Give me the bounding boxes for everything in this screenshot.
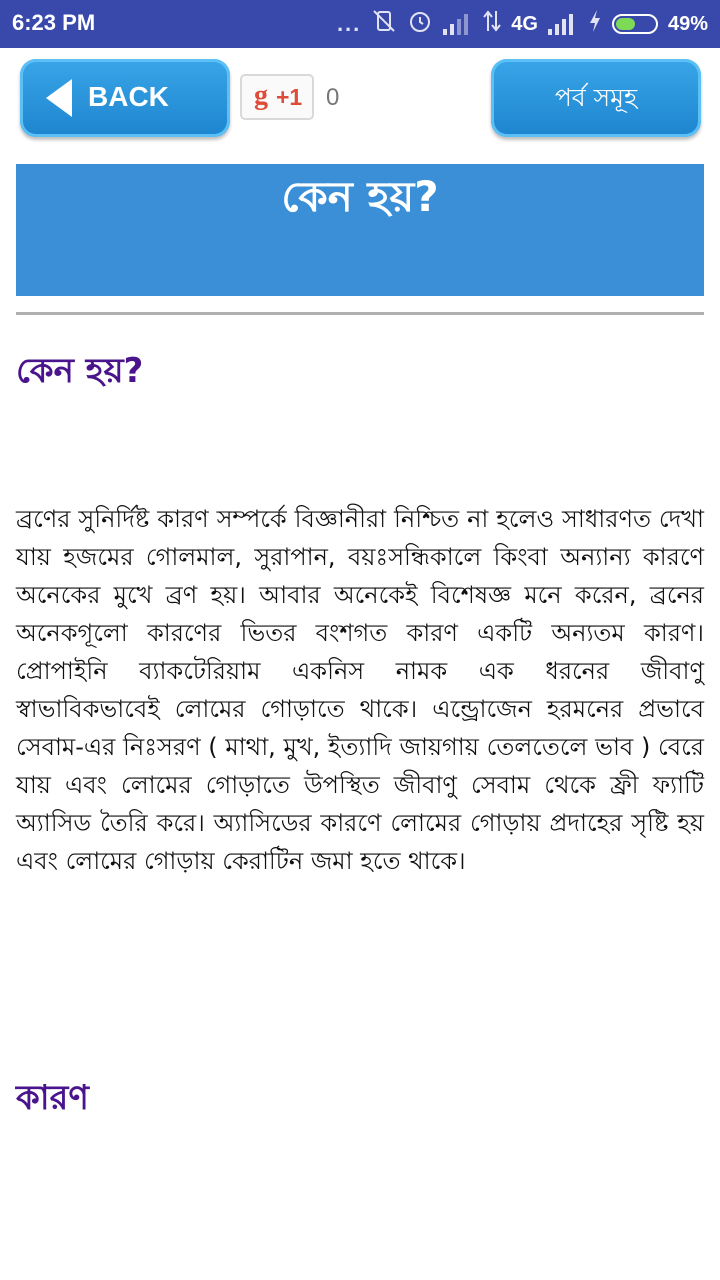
plus-one-count: 0 bbox=[326, 84, 340, 111]
back-button-label: BACK bbox=[88, 81, 169, 112]
divider bbox=[16, 312, 704, 315]
data-transfer-icon bbox=[483, 9, 501, 39]
alarm-icon bbox=[407, 8, 433, 40]
status-time: 6:23 PM bbox=[12, 10, 96, 35]
status-bar bbox=[0, 0, 720, 48]
google-g-icon: g bbox=[254, 80, 268, 111]
section-heading-cause: কারণ bbox=[16, 1078, 89, 1118]
section-heading: কেন হয়? bbox=[16, 351, 144, 391]
network-type-label: 4G bbox=[511, 12, 538, 35]
vibrate-off-icon bbox=[371, 8, 397, 40]
back-arrow-icon bbox=[46, 79, 72, 117]
signal-sim2-icon bbox=[548, 13, 578, 35]
more-notifications-icon: ... bbox=[336, 11, 362, 36]
plus-one-label: +1 bbox=[276, 84, 303, 110]
battery-percent: 49% bbox=[667, 12, 708, 35]
signal-sim1-icon bbox=[443, 13, 473, 35]
status-icons bbox=[337, 8, 708, 40]
episodes-button[interactable]: পর্ব সমূহ bbox=[491, 59, 701, 137]
clipped-text-line bbox=[16, 1154, 704, 1168]
page-title: কেন হয়? bbox=[16, 164, 704, 296]
battery-icon bbox=[612, 14, 658, 34]
back-button[interactable] bbox=[20, 59, 230, 137]
section-body: ব্রণের সুনির্দিষ্ট কারণ সম্পর্কে বিজ্ঞানীরা নিশ্চিত না হলেও সাধারণত দেখা যায় হজমের গোলমাল, সুরাপান, বয়ঃসন্ধিকালে কিংবা অন্যান্য কারণে অনেকের মুখে ব্রণ হয়। আবার অনেকেই বিশেষজ্ঞ মনে করেন, ব্রনের অনেকগূলো কারণের ভিতর বংশগত কারণ একটি অন্যতম কারণ। প্রোপাইনি ব্যাকটেরিয়াম একনিস নামক এক ধরনের জীবাণু স্বাভাবিকভাবেই লোমের গোড়াতে থাকে। এন্ড্রোজেন হরমনের প্রভাবে সেবাম-এর নিঃসরণ ( মাথা, মুখ, ইত্যাদি জায়গায় তেলতেলে ভাব ) বেরে যায় এবং লোমের গোড়াতে উপস্থিত জীবাণু সেবাম থেকে ফ্রী ফ্যাটি অ্যাসিড তৈরি করে। অ্যাসিডের কারণে লোমের গোড়ায় প্রদাহের সৃষ্টি হয় এবং লোমের গোড়ায় কেরাটিন জমা হতে থাকে। bbox=[16, 505, 704, 875]
google-plus-one-button[interactable] bbox=[240, 74, 314, 120]
charging-icon bbox=[588, 9, 602, 39]
